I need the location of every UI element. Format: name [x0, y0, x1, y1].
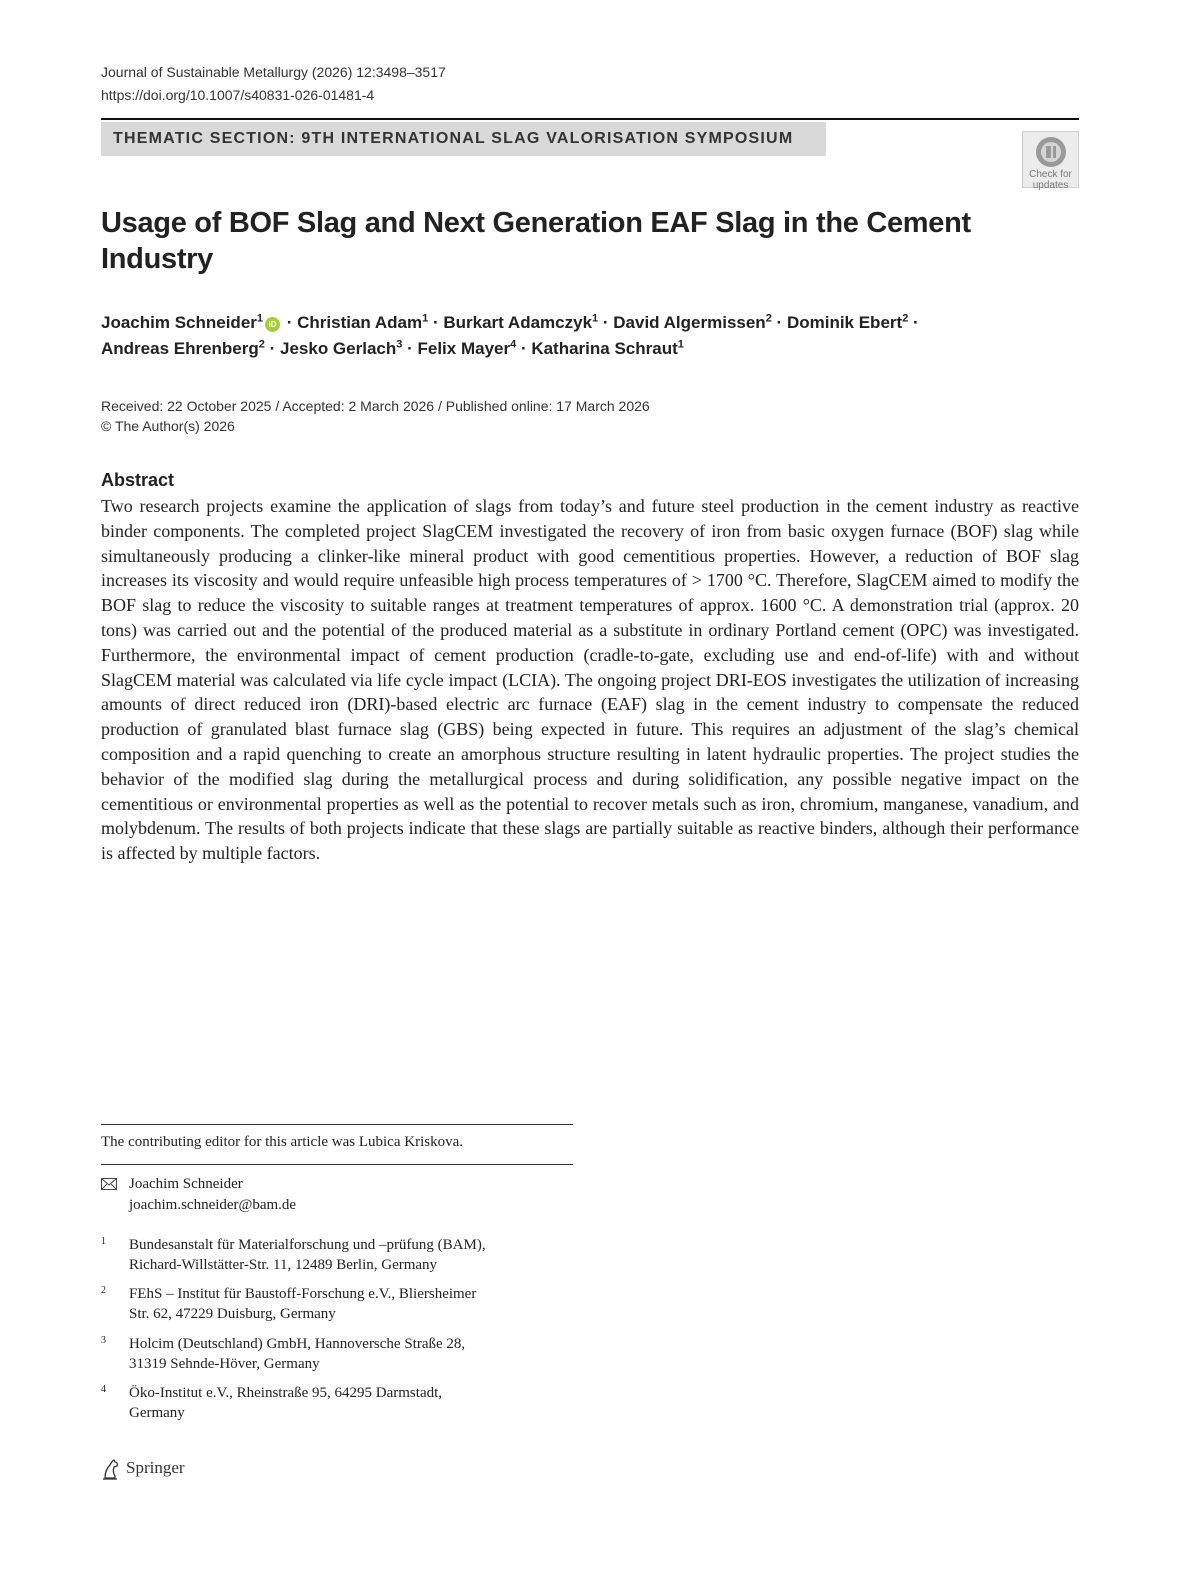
corresponding-author	[101, 1174, 296, 1216]
author-aff: 2	[258, 338, 265, 351]
copyright-line: © The Author(s) 2026	[101, 418, 235, 434]
affiliation-line: FEhS – Institut für Baustoff-Forschung e.V., Bliersheimer	[129, 1286, 477, 1302]
author-list: Joachim Schneider$^1$iD · Christian Adam$^1$ · Burkart Adamczyk$^1$ · David Algermissen$^2$ · Dominik Ebert$^2$ · Andreas Ehrenberg$^2$ · Jesko Gerlach$^3$ · Felix Mayer$^4$ · Katharina Schraut$^1$	[101, 312, 919, 358]
doi-link[interactable]: https://doi.org/10.1007/s40831-026-01481-4	[101, 87, 375, 103]
affiliation-number: 3	[101, 1335, 106, 1346]
author-aff: 2	[765, 312, 772, 325]
affiliation	[101, 1383, 541, 1423]
header-rule	[101, 118, 1079, 120]
corresponding-email[interactable]: joachim.schneider@bam.de	[129, 1197, 297, 1213]
author-name[interactable]: Andreas Ehrenberg	[101, 339, 259, 358]
author-name[interactable]: Dominik Ebert	[786, 313, 903, 332]
check-for-updates-badge[interactable]	[1022, 131, 1079, 191]
affiliation-line: Holcim (Deutschland) GmbH, Hannoversche Straße 28,	[129, 1336, 466, 1352]
affiliation	[101, 1284, 541, 1324]
author-aff: 1	[422, 312, 429, 325]
author-name[interactable]: Jesko Gerlach	[280, 339, 397, 358]
check-updates-icon	[1034, 135, 1068, 169]
author-name[interactable]: Christian Adam	[297, 313, 423, 332]
author-aff: 1	[677, 338, 684, 351]
footnote-rule	[101, 1164, 573, 1165]
publisher-name: Springer	[126, 1458, 185, 1477]
author-aff: 1	[256, 312, 264, 325]
abstract-text: Two research projects examine the application of slags from today’s and future steel production in the cement industry as reactive binder components. The completed project SlagCEM investigated the recovery of iron from basic oxygen furnace (BOF) slag while simultaneously producing a clinker-like mineral product with good cementitious properties. However, a reduction of BOF slag increases its viscosity and would require unfeasible high process temperatures of > 1700 °C. Therefore, SlagCEM aimed to modify the BOF slag to reduce the viscosity to suitable ranges at treatment temperatures of approx. 1600 °C. A demonstration trial (approx. 20 tons) was carried out and the potential of the produced material as a substitute in ordinary Portland cement (OPC) was investigated. Furthermore, the environmental impact of cement production (cradle-to-gate, excluding use and end-of-life) with and without SlagCEM material was calculated via life cycle impact (LCIA). The ongoing project DRI-EOS investigates the utilization of increasing amounts of direct reduced iron (DRI)-based electric arc furnace (EAF) slag in the cement industry to compensate the reduced production of granulated blast furnace slag (GBS) being expected in future. This requires an adjustment of the slag’s chemical composition and a rapid quenching to create an amorphous structure resulting in latent hydraulic properties. The project studies the behavior of the modified slag during the metallurgical process and during solidification, any possible negative impact on the cementitious or environmental properties as well as the potential to recover metals such as iron, chromium, manganese, vanadium, and molybdenum. The results of both projects indicate that these slags are partially suitable as reactive binders, although their performance is affected by multiple factors.	[101, 496, 1079, 864]
affiliation-line: 31319 Sehnde-Höver, Germany	[129, 1356, 320, 1372]
author-aff: 3	[396, 338, 403, 351]
affiliation-line: Bundesanstalt für Materialforschung und –prüfung (BAM),	[129, 1237, 486, 1253]
editor-note: The contributing editor for this article was Lubica Kriskova.	[101, 1134, 463, 1150]
corresponding-name: Joachim Schneider	[129, 1176, 243, 1192]
author-aff: 2	[902, 312, 909, 325]
section-banner: THEMATIC SECTION: 9TH INTERNATIONAL SLAG VALORISATION SYMPOSIUM	[101, 122, 826, 156]
footnote-rule	[101, 1124, 573, 1125]
affiliation-line: Str. 62, 47229 Duisburg, Germany	[129, 1306, 336, 1322]
publication-dates	[101, 396, 650, 436]
affiliation	[101, 1235, 541, 1275]
publisher-logo	[101, 1458, 185, 1478]
check-updates-line2: updates	[1032, 180, 1069, 191]
affiliation-line: Richard-Willstätter-Str. 11, 12489 Berlin, Germany	[129, 1257, 438, 1273]
dates-line: Received: 22 October 2025 / Accepted: 2 March 2026 / Published online: 17 March 2026	[101, 398, 650, 414]
orcid-icon[interactable]: iD	[265, 317, 280, 332]
author-name[interactable]: Felix Mayer	[417, 339, 511, 358]
affiliation-number: 1	[101, 1236, 106, 1247]
article-title: Usage of BOF Slag and Next Generation EAF Slag in the Cement Industry	[101, 207, 971, 275]
affiliation-number: 4	[101, 1384, 106, 1395]
author-name[interactable]: Burkart Adamczyk	[443, 313, 593, 332]
author-aff: 4	[510, 338, 517, 351]
author-name[interactable]: Katharina Schraut	[531, 339, 678, 358]
affiliation-line: Öko-Institut e.V., Rheinstraße 95, 64295 Darmstadt,	[129, 1385, 443, 1401]
author-name[interactable]: Joachim Schneider	[101, 313, 257, 332]
envelope-icon	[101, 1178, 117, 1190]
springer-horse-icon	[101, 1458, 121, 1480]
affiliation	[101, 1334, 541, 1374]
journal-citation: Journal of Sustainable Metallurgy (2026) 12:3498–3517	[101, 64, 446, 80]
abstract-heading: Abstract	[101, 470, 175, 490]
affiliation-line: Germany	[129, 1405, 185, 1421]
author-name[interactable]: David Algermissen	[613, 313, 766, 332]
affiliation-number: 2	[101, 1285, 106, 1296]
check-updates-line1: Check for	[1029, 169, 1072, 180]
author-aff: 1	[592, 312, 599, 325]
